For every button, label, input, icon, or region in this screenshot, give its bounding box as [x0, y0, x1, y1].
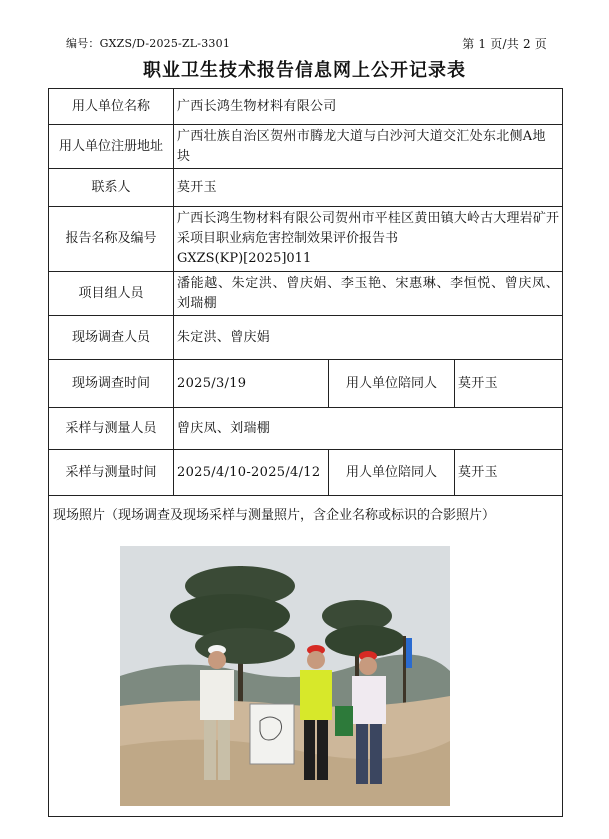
contact-value: 莫开玉: [174, 169, 563, 207]
table-row: [49, 408, 563, 450]
photo-cell: [49, 496, 563, 817]
employer-name-label: 用人单位名称: [49, 89, 174, 125]
table-row: [49, 272, 563, 316]
page-info: 第 1 页/共 2 页: [462, 37, 547, 51]
sampling-time-label: 采样与测量时间: [49, 450, 174, 496]
contact-label: 联系人: [49, 169, 174, 207]
report-code: GXZS(KP)[2025]011: [177, 251, 312, 266]
survey-companion-label: 用人单位陪同人: [329, 360, 455, 408]
sampling-companion-value: 莫开玉: [455, 450, 563, 496]
table-row: [49, 496, 563, 817]
report-title: 广西长鸿生物材料有限公司贺州市平桂区黄田镇大岭古大理岩矿开采项目职业病危害控制效果评价报告书: [177, 211, 560, 246]
report-label: 报告名称及编号: [49, 207, 174, 272]
photo-caption: 现场照片（现场调查及现场采样与测量照片，含企业名称或标识的合影照片）: [53, 508, 496, 523]
employer-address-label: 用人单位注册地址: [49, 125, 174, 169]
survey-companion-value: 莫开玉: [455, 360, 563, 408]
table-row: [49, 450, 563, 496]
sampling-companion-label: 用人单位陪同人: [329, 450, 455, 496]
report-cell: [174, 207, 563, 272]
record-table: [48, 88, 563, 817]
survey-time-label: 现场调查时间: [49, 360, 174, 408]
green-banner: [335, 706, 353, 736]
survey-time-value: 2025/3/19: [174, 360, 329, 408]
site-photo: [120, 546, 450, 806]
flag-pole: [403, 636, 406, 706]
team-value: 潘能越、朱定洪、曾庆娟、李玉艳、宋惠琳、李恒悦、曾庆凤、刘瑞棚: [174, 272, 563, 316]
employer-address-value: 广西壮族自治区贺州市腾龙大道与白沙河大道交汇处东北侧A地块: [174, 125, 563, 169]
table-row: [49, 316, 563, 360]
employer-name-value: 广西长鸿生物材料有限公司: [174, 89, 563, 125]
sampling-staff-value: 曾庆凤、刘瑞棚: [174, 408, 563, 450]
table-row: [49, 360, 563, 408]
sign-board: [250, 704, 294, 764]
flag: [406, 638, 412, 668]
photo-area: [49, 536, 562, 816]
doc-number: 编号：GXZS/D-2025-ZL-3301: [66, 37, 231, 50]
team-label: 项目组人员: [49, 272, 174, 316]
table-row: [49, 125, 563, 169]
survey-staff-value: 朱定洪、曾庆娟: [174, 316, 563, 360]
sampling-time-value: 2025/4/10-2025/4/12: [174, 450, 329, 496]
sampling-staff-label: 采样与测量人员: [49, 408, 174, 450]
table-row: [49, 207, 563, 272]
survey-staff-label: 现场调查人员: [49, 316, 174, 360]
page-title: 职业卫生技术报告信息网上公开记录表: [143, 60, 466, 81]
table-row: [49, 89, 563, 125]
table-row: [49, 169, 563, 207]
